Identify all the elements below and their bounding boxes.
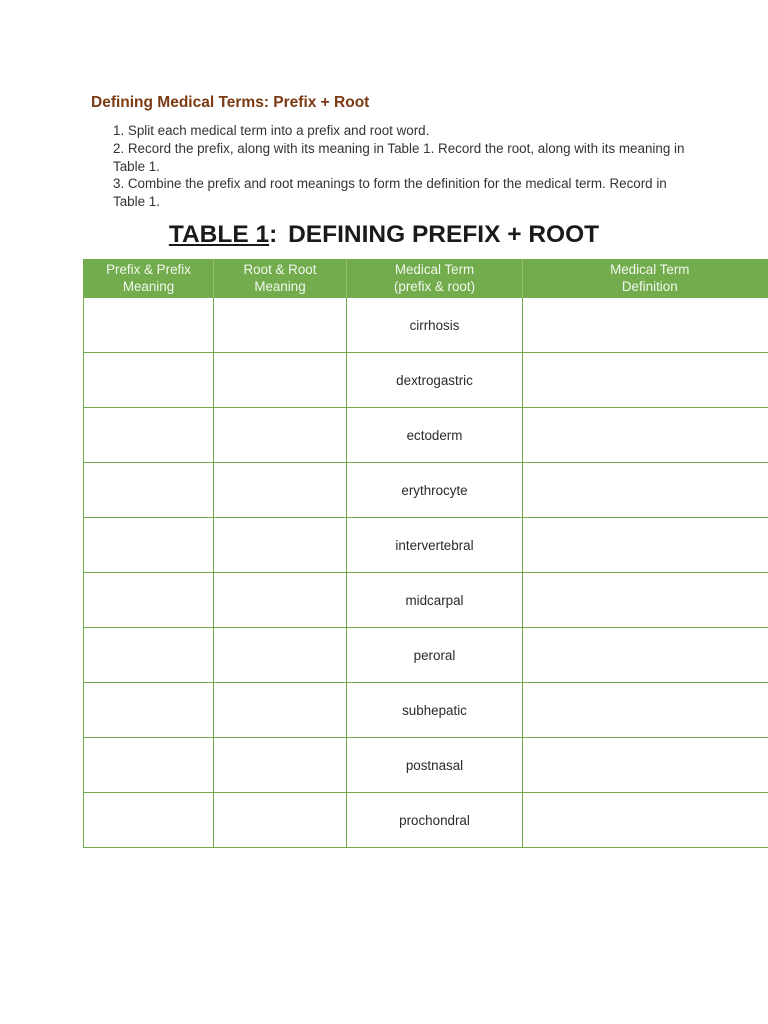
table-row (84, 463, 768, 518)
root-cell[interactable] (214, 463, 347, 518)
root-cell[interactable] (214, 408, 347, 463)
table-row (84, 518, 768, 573)
prefix-cell[interactable] (84, 408, 214, 463)
instruction-step-3: 3. Combine the prefix and root meanings to form the definition for the medical term. Record in Table 1. (113, 176, 667, 210)
root-cell[interactable] (214, 353, 347, 408)
definition-cell[interactable] (523, 298, 768, 353)
table-row (84, 683, 768, 738)
prefix-root-table (83, 259, 768, 848)
table-header-row (84, 259, 768, 298)
prefix-cell[interactable] (84, 573, 214, 628)
root-cell[interactable] (214, 628, 347, 683)
medical-term-cell: postnasal (347, 738, 523, 793)
prefix-cell[interactable] (84, 463, 214, 518)
table-row (84, 353, 768, 408)
header-medical-term: Medical Term (prefix & root) (347, 259, 523, 298)
definition-cell[interactable] (523, 628, 768, 683)
header-prefix: Prefix & Prefix Meaning (84, 259, 214, 298)
table-row (84, 408, 768, 463)
table-title-text: DEFINING PREFIX + ROOT (288, 221, 600, 248)
table-title-label: TABLE 1 (168, 221, 270, 248)
definition-cell[interactable] (523, 463, 768, 518)
medical-term-cell: cirrhosis (347, 298, 523, 353)
root-cell[interactable] (214, 518, 347, 573)
prefix-cell[interactable] (84, 628, 214, 683)
definition-cell[interactable] (523, 353, 768, 408)
medical-term-cell: dextrogastric (347, 353, 523, 408)
root-cell[interactable] (214, 793, 347, 848)
prefix-cell[interactable] (84, 518, 214, 573)
prefix-cell[interactable] (84, 353, 214, 408)
table-row (84, 793, 768, 848)
medical-term-cell: subhepatic (347, 683, 523, 738)
medical-term-cell: prochondral (347, 793, 523, 848)
definition-cell[interactable] (523, 738, 768, 793)
instructions (113, 122, 688, 211)
medical-term-cell: intervertebral (347, 518, 523, 573)
instruction-step-2: 2. Record the prefix, along with its meaning in Table 1. Record the root, along with its meaning in Table 1. (113, 140, 685, 174)
root-cell[interactable] (214, 683, 347, 738)
header-definition: Medical Term Definition (523, 259, 768, 298)
table-title: TABLE 1: DEFINING PREFIX + ROOT (168, 221, 600, 248)
instruction-step-1: 1. Split each medical term into a prefix and root word. (113, 123, 430, 138)
definition-cell[interactable] (523, 518, 768, 573)
medical-term-cell: ectoderm (347, 408, 523, 463)
medical-term-cell: erythrocyte (347, 463, 523, 518)
root-cell[interactable] (214, 298, 347, 353)
table-row (84, 298, 768, 353)
medical-term-cell: midcarpal (347, 573, 523, 628)
prefix-cell[interactable] (84, 793, 214, 848)
prefix-cell[interactable] (84, 738, 214, 793)
prefix-cell[interactable] (84, 298, 214, 353)
definition-cell[interactable] (523, 683, 768, 738)
root-cell[interactable] (214, 573, 347, 628)
document-heading: Defining Medical Terms: Prefix + Root (91, 94, 370, 111)
medical-term-cell: peroral (347, 628, 523, 683)
definition-cell[interactable] (523, 573, 768, 628)
table-row (84, 628, 768, 683)
prefix-cell[interactable] (84, 683, 214, 738)
root-cell[interactable] (214, 738, 347, 793)
header-root: Root & Root Meaning (214, 259, 347, 298)
definition-cell[interactable] (523, 793, 768, 848)
table-row (84, 573, 768, 628)
definition-cell[interactable] (523, 408, 768, 463)
table-row (84, 738, 768, 793)
